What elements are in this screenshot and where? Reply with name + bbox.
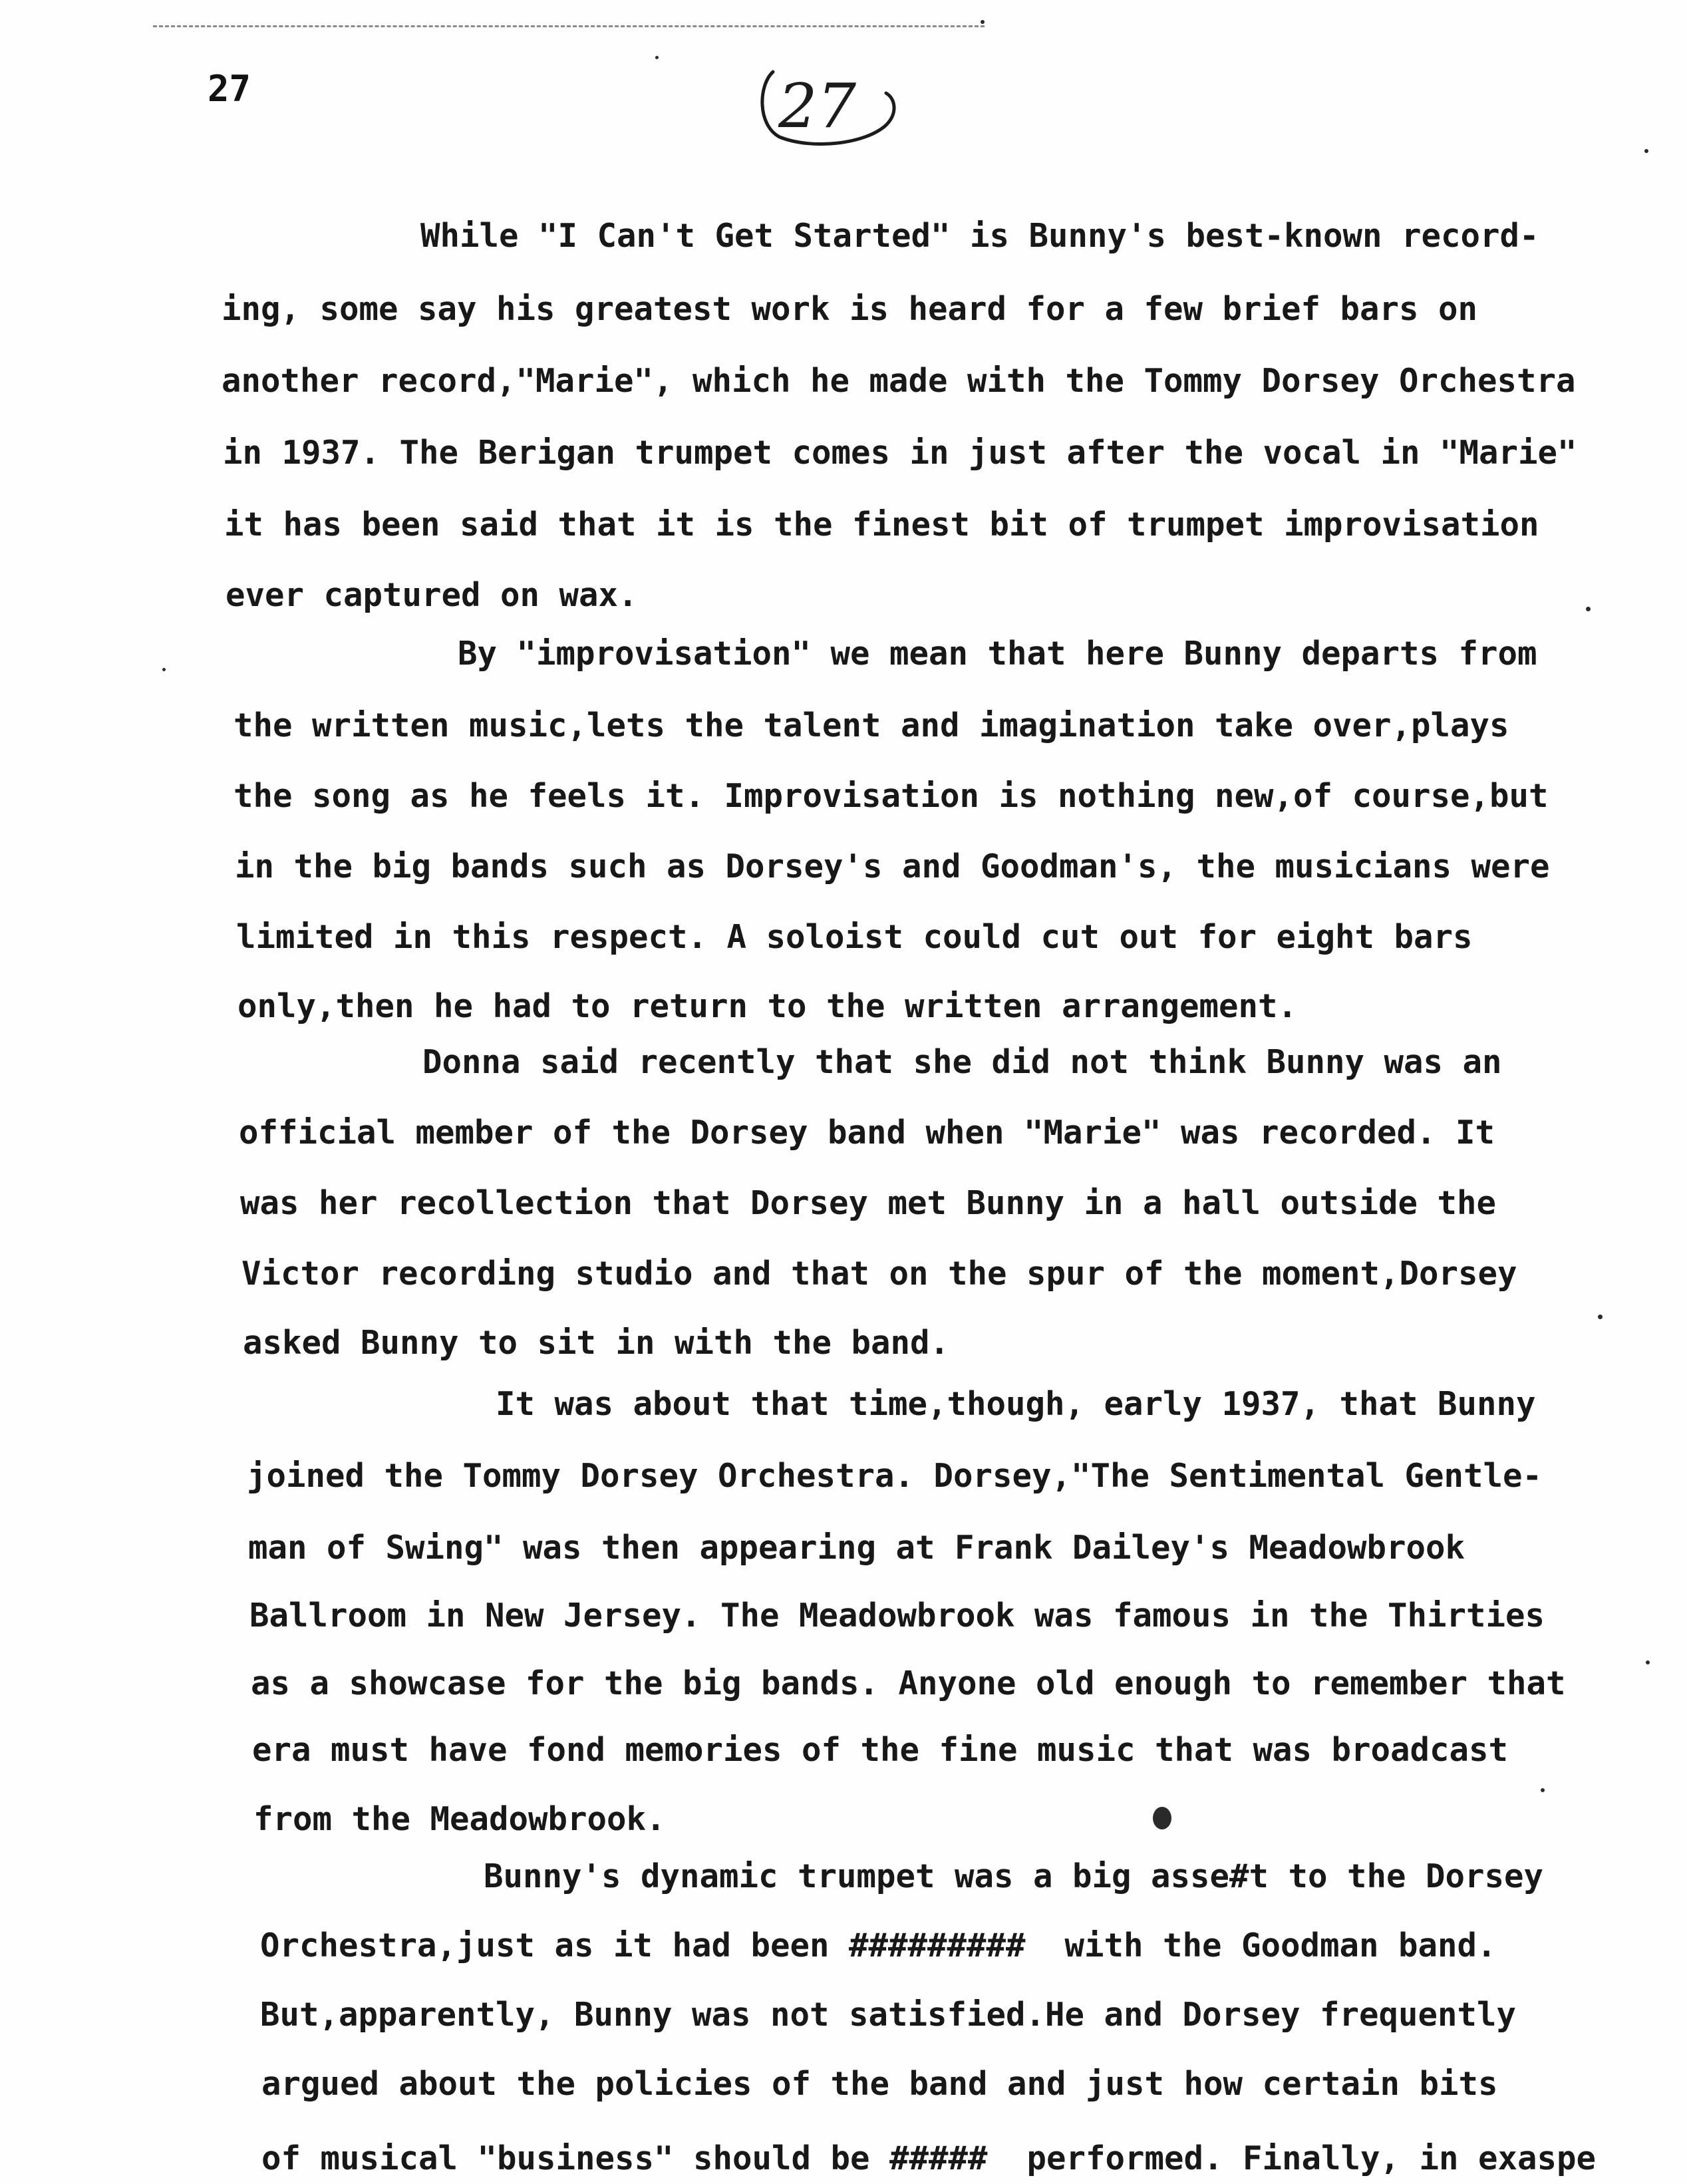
- ink-speck: [1598, 1315, 1603, 1319]
- ink-speck: [1644, 149, 1648, 153]
- text-line: from the Meadowbrook.: [253, 1800, 666, 1838]
- top-edge-rule: [153, 25, 985, 27]
- handwritten-number-text: 27: [778, 71, 857, 142]
- ink-speck: [655, 56, 659, 59]
- text-line: Bunny's dynamic trumpet was a big asse#t to the Dorsey: [484, 1857, 1544, 1895]
- ink-speck: [1646, 1660, 1650, 1664]
- text-line: in 1937. The Berigan trumpet comes in just after the vocal in "Marie": [223, 434, 1577, 472]
- text-line: While "I Can't Get Started" is Bunny's best-known record-: [420, 217, 1539, 255]
- ink-blot: [1153, 1807, 1171, 1829]
- text-line: Victor recording studio and that on the spur of the moment,Dorsey: [241, 1255, 1517, 1293]
- text-line: official member of the Dorsey band when "Marie" was recorded. It: [239, 1114, 1495, 1152]
- text-line: By "improvisation" we mean that here Bunny departs from: [458, 635, 1537, 673]
- text-line: it has been said that it is the finest bit of trumpet improvisation: [224, 506, 1539, 544]
- ink-speck: [162, 668, 166, 671]
- text-line: as a showcase for the big bands. Anyone old enough to remember that: [251, 1664, 1566, 1702]
- ink-speck: [1541, 1788, 1545, 1792]
- text-line: argued about the policies of the band and just how certain bits: [261, 2065, 1498, 2103]
- handwritten-page-number: [753, 59, 906, 152]
- text-line: the written music,lets the talent and imagination take over,plays: [233, 706, 1509, 744]
- text-line: It was about that time,though, early 1937, that Bunny: [496, 1385, 1536, 1423]
- text-line: another record,"Marie", which he made with the Tommy Dorsey Orchestra: [222, 362, 1576, 400]
- text-line: the song as he feels it. Improvisation is nothing new,of course,but: [233, 777, 1549, 815]
- text-line: ever captured on wax.: [226, 576, 638, 614]
- text-line: was her recollection that Dorsey met Bunny in a hall outside the: [240, 1184, 1497, 1222]
- text-line: limited in this respect. A soloist could cut out for eight bars: [236, 918, 1473, 956]
- ink-speck: [1586, 607, 1591, 611]
- text-line: joined the Tommy Dorsey Orchestra. Dorsey,"The Sentimental Gentle-: [247, 1457, 1543, 1495]
- text-line: Ballroom in New Jersey. The Meadowbrook was famous in the Thirties: [249, 1597, 1545, 1635]
- text-line: Orchestra,just as it had been ######### with the Goodman band.: [260, 1927, 1497, 1964]
- text-line: in the big bands such as Dorsey's and Goodman's, the musicians were: [235, 848, 1550, 885]
- text-line: man of Swing" was then appearing at Frank Dailey's Meadowbrook: [248, 1529, 1465, 1567]
- page-number: 27: [208, 68, 251, 110]
- text-line: asked Bunny to sit in with the band.: [243, 1324, 950, 1362]
- text-line: of musical "business" should be ##### performed. Finally, in exaspe: [261, 2139, 1597, 2177]
- text-line: But,apparently, Bunny was not satisfied.He and Dorsey frequently: [260, 1996, 1517, 2034]
- text-line: Donna said recently that she did not think Bunny was an: [422, 1043, 1502, 1081]
- text-line: era must have fond memories of the fine music that was broadcast: [252, 1731, 1509, 1769]
- ink-speck: [981, 20, 985, 24]
- text-line: ing, some say his greatest work is heard for a few brief bars on: [222, 290, 1478, 328]
- text-line: only,then he had to return to the written arrangement.: [237, 987, 1298, 1025]
